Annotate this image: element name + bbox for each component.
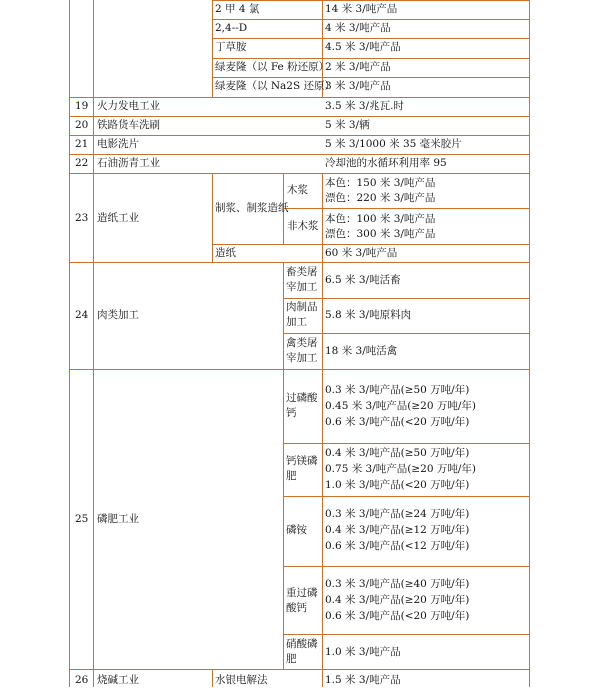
- quota-value: 1.0 米 3/吨产品(<20 万吨/年): [325, 479, 470, 491]
- quota-value: 0.6 米 3/吨产品(<20 万吨/年): [325, 610, 470, 622]
- quota-value: 0.3 米 3/吨产品(≥40 万吨/年): [325, 578, 470, 590]
- row-divider: [212, 19, 529, 20]
- sub-item-label: 水银电解法: [215, 674, 268, 686]
- quota-value: 0.75 米 3/吨产品(≥20 万吨/年): [325, 463, 476, 475]
- quota-value: 4 米 3/吨产品: [325, 22, 391, 34]
- row-divider: [212, 77, 529, 78]
- sub-item-label: 宰加工: [286, 352, 318, 364]
- quota-value: 14 米 3/吨产品: [325, 3, 398, 15]
- quota-value: 0.45 米 3/吨产品(≥20 万吨/年): [325, 400, 476, 412]
- sub-item-label: 造纸: [215, 247, 236, 259]
- sub-item-label: 硝酸磷: [286, 638, 318, 650]
- row-divider: [283, 208, 529, 209]
- quota-value: 18 米 3/吨活禽: [325, 345, 398, 357]
- row-divider: [212, 0, 529, 1]
- row-number: 20: [75, 119, 89, 131]
- sub-item-label: 木浆: [287, 184, 308, 196]
- quota-value: 漂色：300 米 3/吨产品: [325, 228, 436, 240]
- row-divider: [212, 244, 529, 245]
- row-divider: [283, 298, 529, 299]
- column-divider-value: [322, 173, 323, 669]
- row-divider: [69, 154, 530, 155]
- column-divider-industry: [212, 669, 213, 687]
- quota-value: 0.4 米 3/吨产品(≥12 万吨/年): [325, 524, 470, 536]
- sub-item-label: 钙镁磷: [286, 455, 318, 467]
- quota-value: 5 米 3/辆: [325, 119, 370, 131]
- industry-name: 磷肥工业: [97, 513, 139, 525]
- column-divider-sub: [283, 262, 284, 669]
- row-number: 25: [75, 513, 89, 525]
- sub-item-label: 2,4--D: [215, 22, 248, 34]
- row-number: 22: [75, 157, 89, 169]
- row-divider: [212, 38, 529, 39]
- sub-item-label: 禽类屠: [286, 337, 318, 349]
- sub-item-label: 非木浆: [287, 220, 319, 232]
- sub-item-label: 绿麦隆（以 Na2S 还原）: [215, 80, 335, 92]
- sub-item-label: 磷铵: [286, 524, 307, 536]
- sub-item-label: 畜类屠: [286, 266, 318, 278]
- row-divider: [69, 173, 530, 174]
- row-divider: [69, 97, 530, 98]
- quota-value: 0.3 米 3/吨产品(≥50 万吨/年): [325, 384, 470, 396]
- quota-value: 本色：100 米 3/吨产品: [325, 213, 436, 225]
- column-divider-num: [93, 0, 94, 687]
- sub-group-label: 制浆、制浆造纸: [215, 202, 289, 214]
- sub-item-label: 酸钙: [286, 602, 307, 614]
- sub-item-label: 宰加工: [286, 281, 318, 293]
- row-number: 21: [75, 138, 89, 150]
- sub-item-label: 丁草胺: [215, 41, 247, 53]
- quota-value: 0.3 米 3/吨产品(≥24 万吨/年): [325, 508, 470, 520]
- quota-value: 漂色：220 米 3/吨产品: [325, 192, 436, 204]
- quota-value: 3 米 3/吨产品: [325, 80, 391, 92]
- row-divider: [283, 443, 529, 444]
- column-divider-industry: [212, 173, 213, 262]
- quota-value: 4.5 米 3/吨产品: [325, 41, 401, 53]
- row-divider: [69, 669, 530, 670]
- sub-item-label: 肥: [286, 653, 297, 665]
- quota-value: 60 米 3/吨产品: [325, 247, 398, 259]
- sub-item-label: 钙: [286, 407, 297, 419]
- quota-value: 2 米 3/吨产品: [325, 61, 391, 73]
- quota-value: 本色：150 米 3/吨产品: [325, 177, 436, 189]
- sub-item-label: 加工: [286, 316, 307, 328]
- row-divider: [283, 333, 529, 334]
- quota-value: 0.4 米 3/吨产品(≥50 万吨/年): [325, 447, 470, 459]
- sub-item-label: 肥: [286, 470, 297, 482]
- industry-name: 烧碱工业: [97, 674, 139, 686]
- quota-value: 冷却池的水循环利用率 95: [325, 157, 447, 169]
- row-divider: [212, 58, 529, 59]
- quota-value: 5.8 米 3/吨原料肉: [325, 309, 412, 321]
- quota-value: 1.0 米 3/吨产品: [325, 646, 401, 658]
- row-divider: [283, 496, 529, 497]
- sub-item-label: 过磷酸: [286, 392, 318, 404]
- row-divider: [69, 135, 530, 136]
- quota-value: 1.5 米 3/吨产品: [325, 674, 401, 686]
- row-divider: [283, 566, 529, 567]
- industry-name: 电影洗片: [97, 138, 139, 150]
- row-divider: [69, 262, 530, 263]
- row-divider: [69, 369, 530, 370]
- sub-item-label: 绿麦隆（以 Fe 粉还原）: [215, 61, 330, 73]
- quota-value: 0.6 米 3/吨产品(<20 万吨/年): [325, 416, 470, 428]
- industry-name: 火力发电工业: [97, 100, 160, 112]
- industry-name: 肉类加工: [97, 309, 139, 321]
- row-number: 26: [75, 674, 89, 686]
- column-divider-value: [322, 669, 323, 687]
- sub-item-label: 2 甲 4 氯: [215, 3, 260, 15]
- row-divider: [69, 116, 530, 117]
- industry-name: 石油沥青工业: [97, 157, 160, 169]
- row-number: 19: [75, 100, 89, 112]
- sub-item-label: 重过磷: [286, 587, 318, 599]
- quota-value: 3.5 米 3/兆瓦.时: [325, 100, 404, 112]
- quota-value: 0.4 米 3/吨产品(≥20 万吨/年): [325, 594, 470, 606]
- column-divider-industry: [212, 0, 213, 97]
- industry-name: 铁路货车洗刷: [97, 119, 160, 131]
- quota-value: 5 米 3/1000 米 35 毫米胶片: [325, 138, 462, 150]
- table-border-left: [69, 0, 70, 687]
- industry-name: 造纸工业: [97, 212, 139, 224]
- quota-value: 0.6 米 3/吨产品(<12 万吨/年): [325, 540, 470, 552]
- quota-value: 6.5 米 3/吨活畜: [325, 274, 401, 286]
- table-border-right: [529, 0, 530, 687]
- row-number: 23: [75, 212, 89, 224]
- row-divider: [283, 634, 529, 635]
- row-number: 24: [75, 309, 89, 321]
- sub-item-label: 肉制品: [286, 301, 318, 313]
